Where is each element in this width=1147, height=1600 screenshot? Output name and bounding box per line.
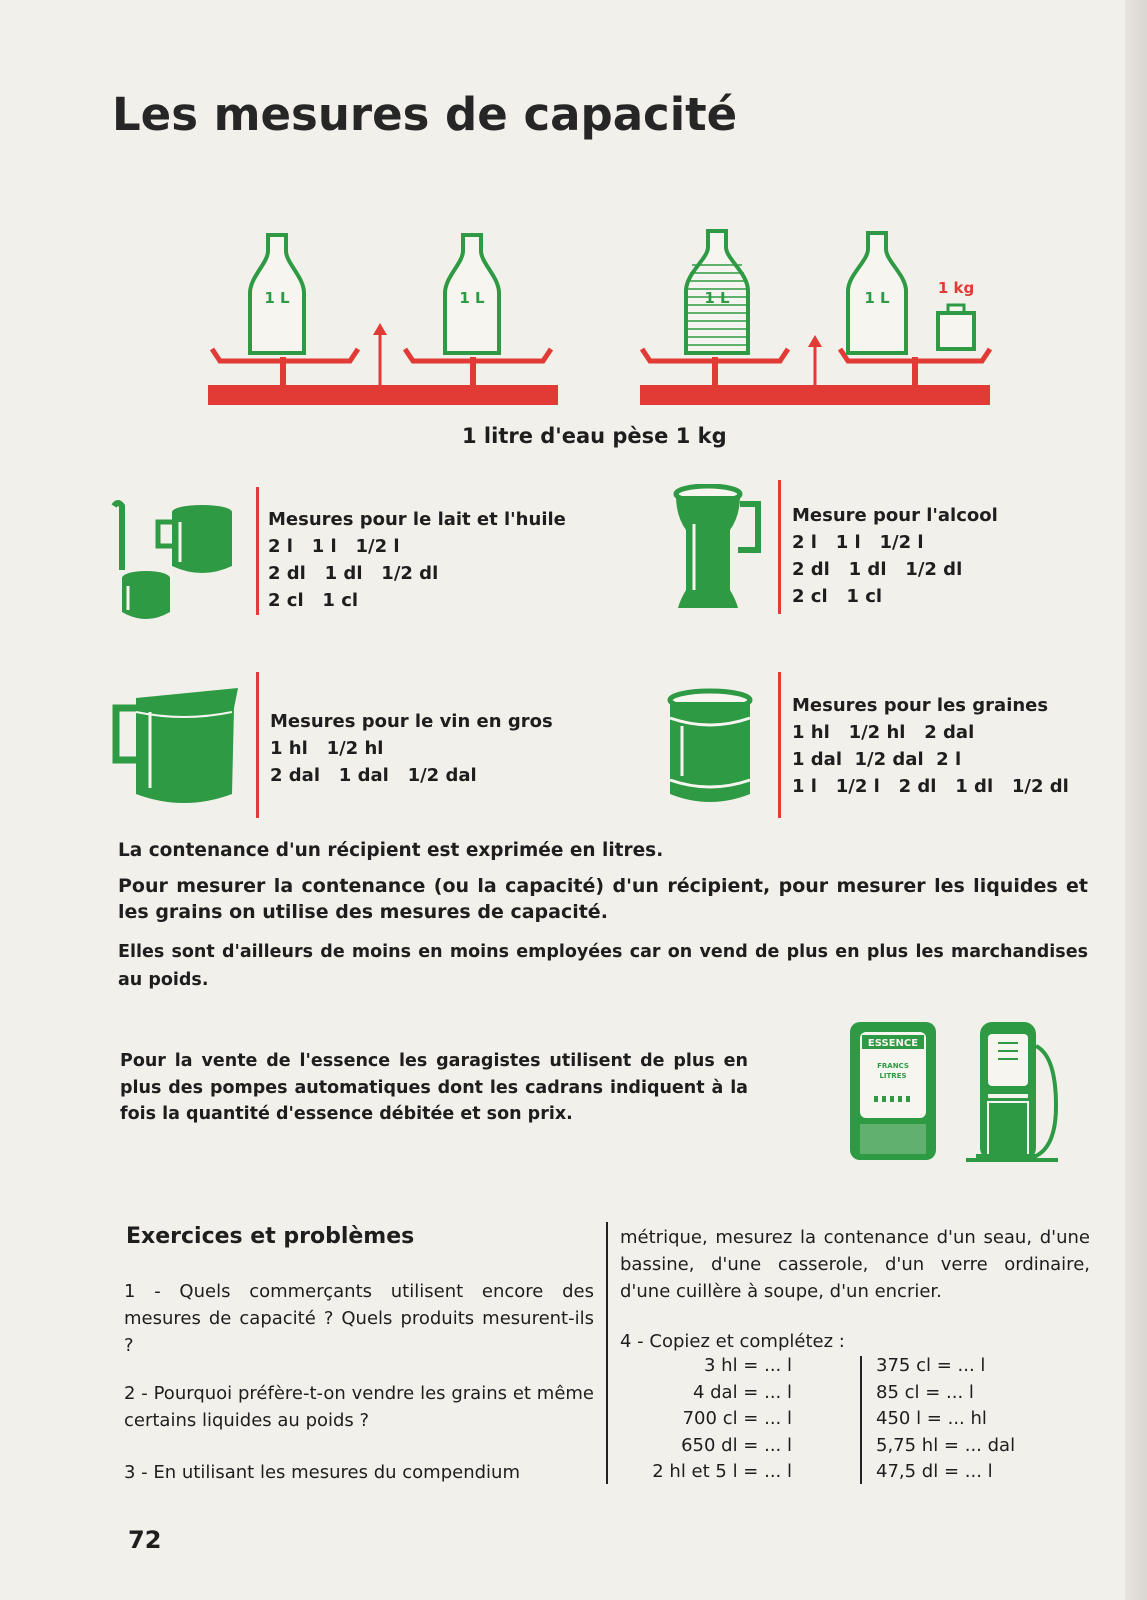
pump-francs-text: FRANCS [877, 1062, 909, 1070]
conversion-row: 375 cl = ... l [876, 1355, 986, 1376]
conversion-row: 3 hl = ... l [704, 1355, 792, 1376]
conversion-row: 4 dal = ... l [692, 1381, 792, 1403]
page-edge [1125, 0, 1147, 1600]
measures-heading: Mesures pour le vin en gros [270, 711, 553, 732]
divider-red [778, 480, 781, 614]
exercise-2: 2 - Pourquoi préfère-t-on vendre les grains et même certains liquides au poids ? [124, 1383, 594, 1431]
weight-label: 1 kg [937, 279, 975, 297]
conversion-row: 5,75 hl = ... dal [876, 1434, 1016, 1456]
measures-line: 1 l 1/2 l 2 dl 1 dl 1/2 dl [792, 776, 1069, 797]
grain-measure-icon [664, 688, 758, 806]
bottle-label: 1 L [264, 289, 290, 307]
pump-sign-text: ESSENCE [867, 1038, 919, 1049]
measures-heading: Mesures pour le lait et l'huile [268, 509, 566, 530]
exercise-3: 3 - En utilisant les mesures du compendium [124, 1462, 520, 1483]
milk-measure-icon [106, 498, 244, 626]
conversion-left-column [612, 1353, 792, 1486]
exercise-3-continued: métrique, mesurez la contenance d'un seau, d'une bassine, d'une casserole, d'un verre ordinaire, d'une cuillère à soupe, d'un encrier. [620, 1227, 1090, 1302]
divider-red [256, 672, 259, 818]
paragraph: La contenance d'un récipient est exprimée en litres. [118, 840, 664, 861]
divider-red [256, 487, 259, 615]
conversion-row: 47,5 dl = ... l [876, 1461, 993, 1482]
measures-line: 1 hl 1/2 hl [270, 738, 384, 759]
page-title: Les mesures de capacité [112, 88, 738, 141]
measures-line: 2 dl 1 dl 1/2 dl [792, 559, 963, 580]
alcohol-measure-icon [664, 484, 768, 614]
measures-heading: Mesures pour les graines [792, 695, 1049, 716]
measures-line: 2 cl 1 cl [792, 586, 883, 607]
measures-lait-huile [268, 506, 566, 614]
conversion-divider [860, 1356, 862, 1484]
measures-heading: Mesure pour l'alcool [792, 505, 998, 526]
bottle-label: 1 L [864, 289, 890, 307]
conversion-row: 85 cl = ... l [876, 1381, 974, 1403]
measures-line: 2 cl 1 cl [268, 590, 359, 611]
paragraph: Pour mesurer la contenance (ou la capacité) d'un récipient, pour mesurer les liquides et les grains on utilise des mesures de capacité. [118, 875, 1088, 923]
exercise-1: 1 - Quels commerçants utilisent encore des mesures de capacité ? Quels produits mesurent-ils ? [124, 1281, 594, 1356]
measures-line: 2 l 1 l 1/2 l [268, 536, 400, 557]
column-divider [606, 1222, 608, 1484]
left-scale [208, 235, 558, 405]
conversion-row: 2 hl et 5 l = ... l [652, 1461, 792, 1482]
exercise-4: 4 - Copiez et complétez : [620, 1331, 845, 1352]
exercises-title: Exercices et problèmes [126, 1224, 415, 1249]
divider-red [778, 672, 781, 818]
conversion-row: 650 dl = ... l [681, 1434, 792, 1456]
conversion-row: 450 l = ... hl [876, 1408, 987, 1429]
fuel-pump-icon [966, 1022, 1058, 1162]
fuel-pump-sign-icon [850, 1022, 936, 1160]
measures-line: 2 dal 1 dal 1/2 dal [270, 765, 477, 786]
petrol-pumps-illustration [846, 1016, 1060, 1166]
right-scale [640, 231, 990, 405]
bottle-label: 1 L [459, 289, 485, 307]
measures-line: 1 dal 1/2 dal 2 l [792, 749, 962, 770]
wine-measure-icon [106, 682, 244, 810]
paragraph: Elles sont d'ailleurs de moins en moins employées car on vend de plus en plus les marchandises au poids. [118, 942, 1088, 990]
paragraph: Pour la vente de l'essence les garagistes utilisent de plus en plus des pompes automatiques dont les cadrans indiquent à la fois la quantité d'essence débitée et son prix. [120, 1051, 748, 1124]
page-number: 72 [128, 1526, 162, 1554]
bottle-label: 1 L [704, 289, 730, 307]
balance-scales-illustration [200, 225, 1000, 415]
scale-caption: 1 litre d'eau pèse 1 kg [462, 424, 727, 448]
conversion-right-column [876, 1353, 1076, 1486]
pump-litres-text: LITRES [879, 1072, 907, 1080]
measures-graines [792, 692, 1069, 800]
measures-alcool [792, 502, 998, 610]
measures-line: 2 l 1 l 1/2 l [792, 532, 924, 553]
measures-line: 1 hl 1/2 hl 2 dal [792, 722, 975, 743]
conversion-row: 700 cl = ... l [682, 1408, 792, 1429]
measures-vin [270, 708, 553, 789]
measures-line: 2 dl 1 dl 1/2 dl [268, 563, 439, 584]
